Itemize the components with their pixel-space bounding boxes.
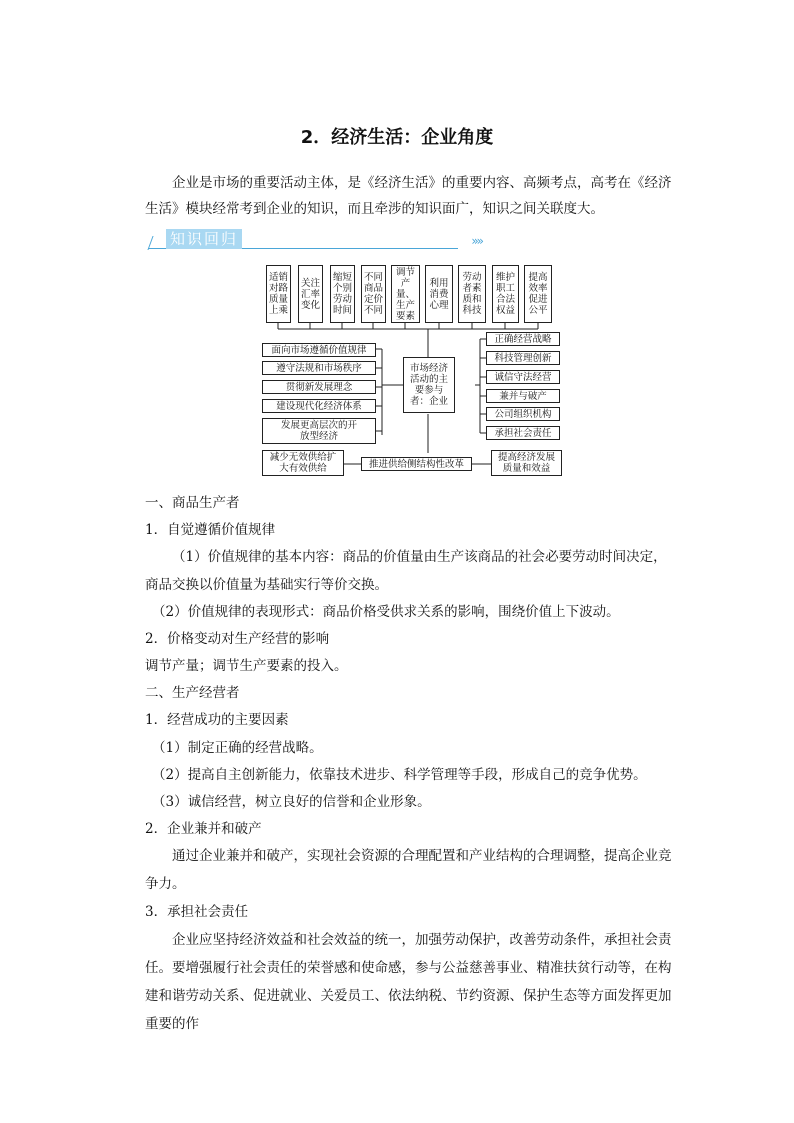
intro-paragraph: 企业是市场的重要活动主体，是《经济生活》的重要内容、高频考点，高考在《经济生活》模块经常考到企业的知识，而且牵涉的知识面广，知识之间关联度大。: [145, 175, 672, 217]
heading-2-3: 3．承担社会责任: [145, 904, 249, 920]
heading-1-2: 2．价格变动对生产经营的影响: [145, 631, 330, 647]
right-box-2: 科技管理创新: [486, 351, 560, 365]
para-1-2: 调节产量；调节生产要素的投入。: [145, 658, 348, 674]
para-2-2: 通过企业兼并和破产，实现社会资源的合理配置和产业结构的合理调整，提高企业竞争力。: [145, 848, 672, 892]
right-box-4: 兼并与破产: [486, 389, 560, 403]
heading-1-1: 1．自觉遵循价值规律: [145, 522, 276, 538]
heading-section-2: 二、生产经营者: [145, 685, 240, 701]
concept-diagram: [258, 263, 564, 479]
section-banner: [148, 228, 482, 252]
top-box-3: 缩短个别劳动时间: [330, 265, 355, 323]
heading-2-1: 1．经营成功的主要因素: [145, 712, 289, 728]
right-box-6: 承担社会责任: [486, 426, 560, 440]
right-box-1: 正确经营战略: [486, 332, 560, 346]
bottom-mid-box: 推进供给侧结构性改革: [361, 457, 472, 471]
top-box-7: 劳动者素质和科技: [458, 265, 486, 323]
top-box-6: 利用消费心理: [425, 265, 453, 323]
top-box-9: 提高效率促进公平: [524, 265, 552, 323]
para-1-1-2: （2）价值规律的表现形式：商品价格受供求关系的影响，围绕价值上下波动。: [152, 604, 620, 620]
top-box-1: 适销对路质量上乘: [266, 265, 291, 323]
banner-label: 知识回归: [166, 229, 242, 249]
top-box-8: 维护职工合法权益: [492, 265, 519, 323]
heading-section-1: 一、商品生产者: [145, 495, 240, 511]
right-box-3: 诚信守法经营: [486, 370, 560, 384]
left-box-1: 面向市场遵循价值规律: [262, 343, 376, 357]
left-box-2: 遵守法规和市场秩序: [262, 361, 376, 375]
left-box-3: 贯彻新发展理念: [262, 380, 376, 394]
para-2-3: 企业应坚持经济效益和社会效益的统一，加强劳动保护，改善劳动条件，承担社会责任。要增强履行社会责任的荣誉感和使命感，参与公益慈善事业、精准扶贫行动等，在构建和谐劳动关系、促进就业、关爱员工、依法纳税、节约资源、保护生态等方面发挥更加重要的作: [145, 932, 672, 1032]
para-1-1-1: （1）价值规律的基本内容：商品的价值量由生产该商品的社会必要劳动时间决定，商品交换以价值量为基础实行等价交换。: [145, 549, 667, 593]
heading-2-2: 2．企业兼并和破产: [145, 821, 262, 837]
para-2-1-3: （3）诚信经营，树立良好的信誉和企业形象。: [152, 794, 431, 810]
top-box-5: 调节产量、生产要素: [391, 265, 420, 323]
right-box-5: 公司组织机构: [486, 407, 560, 421]
para-2-1-2: （2）提高自主创新能力，依靠技术进步、科学管理等手段，形成自己的竞争优势。: [152, 767, 647, 783]
bottom-left-box: 减少无效供给扩大有效供给: [262, 450, 344, 476]
left-box-4: 建设现代化经济体系: [262, 399, 376, 413]
top-box-4: 不同商品定价不同: [361, 265, 386, 323]
para-2-1-1: （1）制定正确的经营战略。: [152, 740, 323, 756]
top-box-2: 关注汇率变化: [298, 265, 323, 323]
bottom-right-box: 提高经济发展质量和效益: [491, 450, 562, 476]
left-box-5: 发展更高层次的开放型经济: [262, 418, 376, 444]
chevron-right-icon: »»: [471, 234, 482, 248]
center-box-enterprise: 市场经济活动的主要参与者：企业: [403, 357, 455, 413]
page-title: 2．经济生活：企业角度: [300, 127, 494, 148]
